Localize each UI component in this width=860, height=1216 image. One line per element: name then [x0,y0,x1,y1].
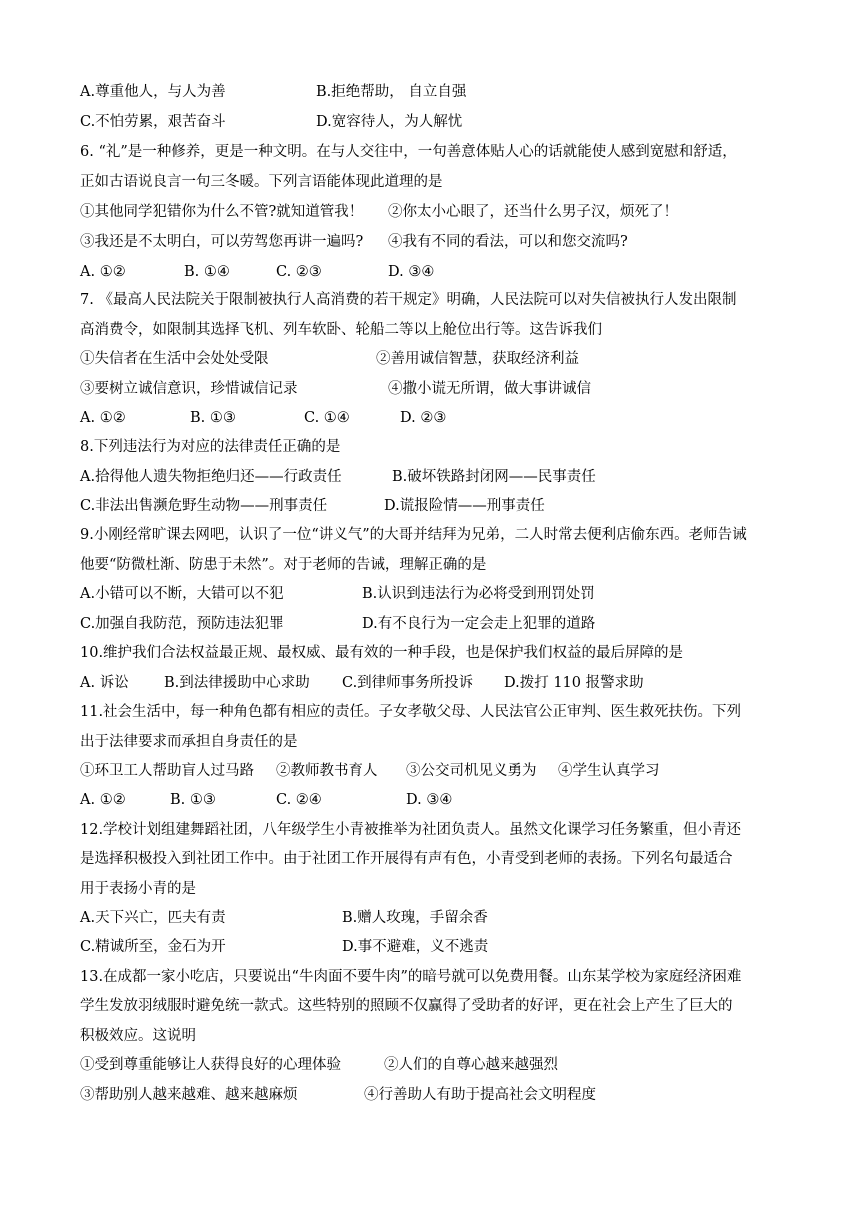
q5-option-d[interactable]: D.宽容待人，为人解忧 [316,114,463,130]
q12-stem-line-2: 是选择积极投入到社团工作中。由于社团工作开展得有声有色，小青受到老师的表扬。下列名句最适合 [80,851,733,867]
q11-statement-1: ①环卫工人帮助盲人过马路 [80,763,254,779]
q12-option-b[interactable]: B.赠人玫瑰，手留余香 [342,910,488,926]
q7-statement-2: ②善用诚信智慧，获取经济利益 [376,351,579,367]
q13-statement-1: ①受到尊重能够让人获得良好的心理体验 [80,1057,341,1073]
q7-statement-1: ①失信者在生活中会处处受限 [80,351,269,367]
q9-stem-line-2: 他要“防微杜渐、防患于未然”。对于老师的告诫，理解正确的是 [80,557,487,573]
q11-option-d[interactable]: D. ③④ [406,792,453,808]
q10-option-d[interactable]: D.拨打 110 报警求助 [504,675,644,691]
q11-option-a[interactable]: A. ①② [80,792,126,808]
q6-statement-2: ②你太小心眼了，还当什么男子汉，烦死了！ [388,204,678,220]
q13-statement-2: ②人们的自尊心越来越强烈 [384,1057,558,1073]
q9-option-d[interactable]: D.有不良行为一定会走上犯罪的道路 [362,616,596,632]
q7-option-a[interactable]: A. ①② [80,410,126,426]
q11-option-b[interactable]: B. ①③ [170,792,216,808]
q9-stem-line-1: 9.小刚经常旷课去网吧，认识了一位“讲义气”的大哥并结拜为兄弟，二人时常去便利店偷东西。老师告诫 [80,527,747,543]
q7-option-d[interactable]: D. ②③ [400,410,447,426]
q10-option-c[interactable]: C.到律师事务所投诉 [342,675,474,691]
q13-stem-line-1: 13.在成都一家小吃店，只要说出“牛肉面不要牛肉”的暗号就可以免费用餐。山东某学校为家庭经济困难 [80,969,742,985]
q12-option-d[interactable]: D.事不避难，义不逃责 [342,939,489,955]
q6-stem-line-2: 正如古语说良言一句三冬暖。下列言语能体现此道理的是 [80,174,443,190]
q8-option-d[interactable]: D.谎报险情——刑事责任 [384,498,545,514]
q8-option-b[interactable]: B.破坏铁路封闭网——民事责任 [392,469,596,485]
q12-option-a[interactable]: A.天下兴亡，匹夫有责 [80,910,226,926]
q7-option-b[interactable]: B. ①③ [190,410,236,426]
q6-option-a[interactable]: A. ①② [80,264,126,280]
q11-statement-4: ④学生认真学习 [558,763,660,779]
q6-statement-3: ③我还是不太明白，可以劳驾您再讲一遍吗? [80,234,364,250]
q7-stem-line-2: 高消费令，如限制其选择飞机、列车软卧、轮船二等以上舱位出行等。这告诉我们 [80,322,602,338]
q12-option-c[interactable]: C.精诚所至，金石为开 [80,939,226,955]
q7-statement-4: ④撒小谎无所谓，做大事讲诚信 [388,381,591,397]
q7-option-c[interactable]: C. ①④ [304,410,350,426]
q8-option-c[interactable]: C.非法出售濒危野生动物——刑事责任 [80,498,328,514]
q10-option-a[interactable]: A. 诉讼 [80,675,129,691]
q8-stem: 8.下列违法行为对应的法律责任正确的是 [80,439,341,455]
q13-statement-3: ③帮助别人越来越难、越来越麻烦 [80,1087,298,1103]
q5-option-c[interactable]: C.不怕劳累，艰苦奋斗 [80,114,226,130]
q9-option-a[interactable]: A.小错可以不断，大错可以不犯 [80,586,284,602]
q5-option-a[interactable]: A.尊重他人，与人为善 [80,84,226,100]
q7-stem-line-1: 7. 《最高人民法院关于限制被执行人高消费的若干规定》明确，人民法院可以对失信被执行人发出限制 [80,292,737,308]
q6-statement-1: ①其他同学犯错你为什么不管?就知道管我！ [80,204,364,220]
q6-option-c[interactable]: C. ②③ [276,264,322,280]
q9-option-c[interactable]: C.加强自我防范，预防违法犯罪 [80,616,284,632]
q10-option-b[interactable]: B.到法律援助中心求助 [164,675,310,691]
q5-option-b[interactable]: B.拒绝帮助， 自立自强 [316,84,467,100]
q13-stem-line-3: 积极效应。这说明 [80,1028,196,1044]
q6-option-d[interactable]: D. ③④ [388,264,435,280]
q12-stem-line-3: 用于表扬小青的是 [80,881,196,897]
q13-stem-line-2: 学生发放羽绒服时避免统一款式。这些特别的照顾不仅赢得了受助者的好评，更在社会上产生了巨大的 [80,998,733,1014]
q8-option-a[interactable]: A.拾得他人遗失物拒绝归还——行政责任 [80,469,342,485]
q13-statement-4: ④行善助人有助于提高社会文明程度 [364,1087,596,1103]
q9-option-b[interactable]: B.认识到违法行为必将受到刑罚处罚 [362,586,595,602]
q12-stem-line-1: 12.学校计划组建舞蹈社团，八年级学生小青被推举为社团负责人。虽然文化课学习任务繁重，但小青还 [80,822,742,838]
q11-statement-2: ②教师教书育人 [276,763,378,779]
q11-statement-3: ③公交司机见义勇为 [406,763,537,779]
q7-statement-3: ③要树立诚信意识，珍惜诚信记录 [80,381,298,397]
q6-statement-4: ④我有不同的看法，可以和您交流吗? [388,234,628,250]
q6-option-b[interactable]: B. ①④ [184,264,230,280]
q11-stem-line-1: 11.社会生活中，每一种角色都有相应的责任。子女孝敬父母、人民法官公正审判、医生救死扶伤。下列 [80,704,742,720]
q11-stem-line-2: 出于法律要求而承担自身责任的是 [80,734,298,750]
q11-option-c[interactable]: C. ②④ [276,792,322,808]
q10-stem: 10.维护我们合法权益最正规、最权威、最有效的一种手段，也是保护我们权益的最后屏障的是 [80,645,684,661]
q6-stem-line-1: 6. “礼”是一种修养，更是一种文明。在与人交往中，一句善意体贴人心的话就能使人感到宽慰和舒适， [80,144,737,160]
